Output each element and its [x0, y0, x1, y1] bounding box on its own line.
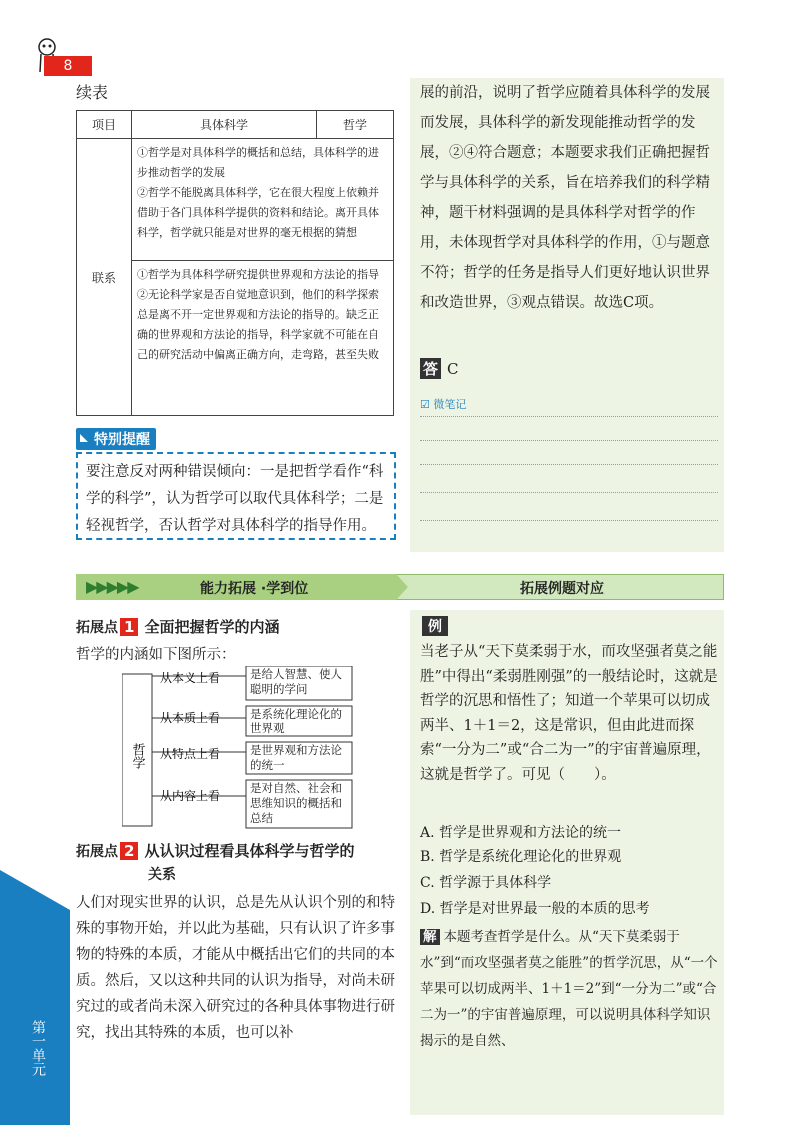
- option: B. 哲学是系统化理论化的世界观: [420, 849, 622, 865]
- body-text: 人们对现实世界的认识，总是先从认识个别的和特殊的事物开始，并以此为基础，只有认识了许多事物的特殊的本质，才能从中概括出它们的共同的本质。然后，又以这种共同的认识为指导，对尚未研究过的或者尚未深入研究过的各种具体事物进行研究，找出其特殊的本质，也可以补: [76, 895, 395, 1041]
- note-line: [420, 464, 718, 465]
- philosophy-diagram: [122, 666, 362, 831]
- notes-label-text: 微笔记: [433, 398, 467, 411]
- explanation-text: 展的前沿，说明了哲学应随着具体科学的发展而发展，具体科学的新发现能推动哲学的发展，②④符合题意；本题要求我们正确把握哲学与具体科学的关系，旨在培养我们的科学精神，题干材料强调的是具体科学对哲学的作用，未体现哲学对具体科学的作用，①与题意不符；哲学的任务是指导人们更好地认识世界和改造世界，③观点错误。故选C项。: [420, 85, 710, 311]
- special-note-tag: 特别提醒: [76, 428, 156, 450]
- arrow-icons: ▶▶▶▶▶: [86, 577, 138, 596]
- section-title-left: 能力拓展 ·学到位: [200, 581, 309, 597]
- solution-body: 本题考查哲学是什么。从“天下莫柔弱于水”到“而攻坚强者莫之能胜”的哲学沉思，从“一个苹果可以切成两半、1＋1＝2”到“一分为二”或“合二为一”的宇宙普遍原理，可以说明具体科学知识揭示的是自然、: [420, 929, 718, 1049]
- diagram-desc: 是系统化理论化的世界观: [250, 707, 342, 735]
- expansion-label: 拓展点: [76, 620, 118, 636]
- row-label: 联系: [77, 139, 132, 416]
- table-header: 项目: [77, 111, 132, 139]
- table-cell: ①哲学是对具体科学的概括和总结，具体科学的进步推动哲学的发展 ②哲学不能脱离具体科学，它在很大程度上依赖并借助于各门具体科学提供的资料和结论。离开具体科学，哲学就只能是对世界的毫无根据的猜想: [132, 139, 394, 261]
- special-note-box: 要注意反对两种错误倾向：一是把哲学看作“科学的科学”，认为哲学可以取代具体科学；二是轻视哲学，否认哲学对具体科学的指导作用。: [76, 452, 396, 540]
- diagram-center: 哲学: [129, 743, 145, 769]
- note-line: [420, 520, 718, 521]
- diagram-from: 从本质上看: [160, 711, 221, 725]
- expansion-point-1: [76, 616, 279, 637]
- table-cell: ①哲学为具体科学研究提供世界观和方法论的指导 ②无论科学家是否自觉地意识到，他们的科学探索总是离不开一定世界观和方法论的指导的。缺乏正确的世界观和方法论的指导，科学家就不可能在自己的研究活动中偏离正确方向，走弯路，甚至失败: [132, 261, 394, 416]
- diagram-desc: 是给人智慧、使人聪明的学问: [250, 667, 342, 696]
- expansion-number: 1: [120, 618, 138, 636]
- table-header: 哲学: [317, 111, 394, 139]
- option: A. 哲学是世界观和方法论的统一: [420, 825, 622, 841]
- diagram-from: 从本义上看: [160, 671, 221, 685]
- answer-badge: 答: [420, 358, 441, 379]
- side-band: [0, 870, 70, 1125]
- page-number: 8: [44, 56, 92, 76]
- example-badge: 例: [422, 616, 448, 636]
- option: C. 哲学源于具体科学: [420, 875, 552, 891]
- note-line: [420, 492, 718, 493]
- expansion-title: 从认识过程看具体科学与哲学的: [144, 842, 355, 860]
- comparison-table: [76, 110, 394, 416]
- table-header: 具体科学: [132, 111, 317, 139]
- answer-line: [420, 358, 459, 379]
- diagram-from: 从内容上看: [160, 789, 221, 803]
- expansion-point-2: [76, 840, 354, 861]
- diagram-intro: 哲学的内涵如下图所示：: [76, 647, 236, 663]
- expansion-label: 拓展点: [76, 844, 118, 860]
- note-line: [420, 440, 718, 441]
- option: D. 哲学是对世界最一般的本质的思考: [420, 901, 650, 917]
- diagram-desc: 是世界观和方法论的统一: [250, 743, 342, 772]
- notes-label: ☑ 微笔记: [420, 398, 467, 411]
- example-stem: 当老子从“天下莫柔弱于水，而攻坚强者莫之能胜”中得出“柔弱胜刚强”的一般结论时，这就是哲学的沉思和悟性了；知道一个苹果可以切成两半、1＋1＝2，这是常识，但由此进而探索“一分为二”或“合二为一”的宇宙普遍原理，这就是哲学了。可见（ ）。: [420, 644, 718, 783]
- continued-label: 续表: [76, 83, 109, 102]
- expansion-title: 全面把握哲学的内涵: [144, 618, 280, 636]
- note-line: [420, 416, 718, 417]
- solution-badge: 解: [420, 929, 440, 945]
- expansion-title-cont: 关系: [148, 867, 176, 883]
- diagram-from: 从特点上看: [160, 747, 221, 761]
- solution-text: [420, 924, 720, 1054]
- diagram-desc: 是对自然、社会和思维知识的概括和总结: [250, 781, 342, 825]
- unit-label: 第一单元: [30, 1020, 46, 1076]
- answer-value: C: [447, 360, 459, 378]
- section-title-right: 拓展例题对应: [520, 581, 604, 597]
- expansion-number: 2: [120, 842, 138, 860]
